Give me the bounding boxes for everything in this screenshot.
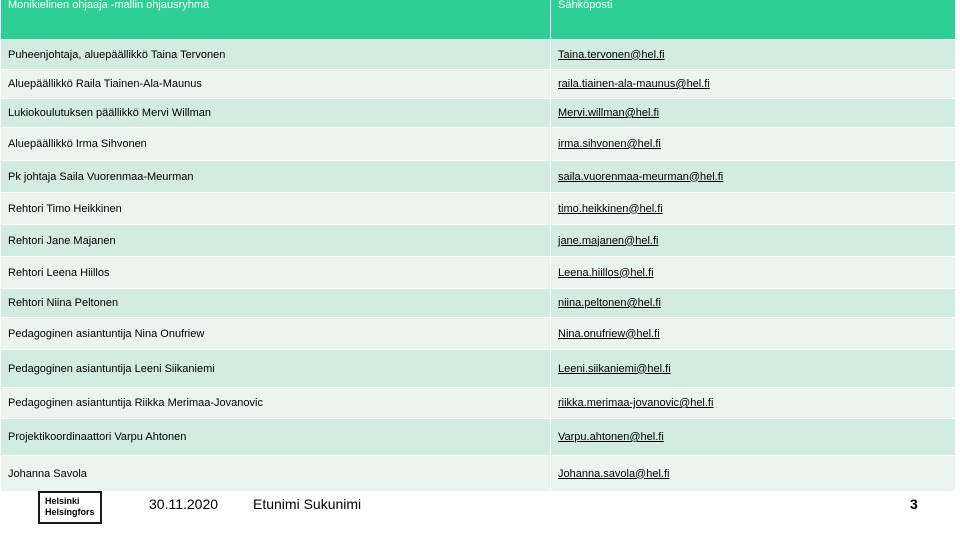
email-link[interactable]: Mervi.willman@hel.fi (558, 107, 660, 119)
table-row (1, 128, 956, 161)
email-cell (551, 257, 956, 289)
email-link[interactable]: raila.tiainen-ala-maunus@hel.fi (558, 78, 710, 90)
email-link[interactable]: Nina.onufriew@hel.fi (558, 327, 660, 340)
member-name-cell: Rehtori Niina Peltonen (1, 289, 551, 318)
table-row (1, 257, 956, 289)
logo-text-line2: Helsingfors (45, 507, 95, 517)
member-name-cell: Johanna Savola (1, 456, 551, 492)
member-name-cell: Rehtori Leena Hiillos (1, 257, 551, 289)
column-header-group: Monikielinen ohjaaja -mallin ohjausryhmä (1, 0, 551, 40)
email-link[interactable]: Leeni.siikaniemi@hel.fi (558, 362, 671, 375)
email-cell (551, 289, 956, 318)
member-name-cell: Pedagoginen asiantuntija Leeni Siikaniemi (1, 350, 551, 388)
email-link[interactable]: Leena.hiillos@hel.fi (558, 266, 654, 279)
table-row (1, 193, 956, 225)
table-row (1, 388, 956, 419)
email-cell (551, 456, 956, 492)
member-name-cell: Projektikoordinaattori Varpu Ahtonen (1, 419, 551, 456)
email-link[interactable]: Johanna.savola@hel.fi (558, 467, 670, 480)
member-name-cell: Pedagoginen asiantuntija Riikka Merimaa-Jovanovic (1, 388, 551, 419)
email-link[interactable]: saila.vuorenmaa-meurman@hel.fi (558, 170, 724, 183)
email-link[interactable]: riikka.merimaa-jovanovic@hel.fi (558, 397, 714, 409)
member-name-cell: Lukiokoulutuksen päällikkö Mervi Willman (1, 99, 551, 128)
table-row (1, 289, 956, 318)
email-cell (551, 40, 956, 70)
email-cell (551, 193, 956, 225)
email-link[interactable]: jane.majanen@hel.fi (558, 234, 659, 247)
table-row (1, 161, 956, 193)
email-cell (551, 388, 956, 419)
table-row (1, 70, 956, 99)
member-name-cell: Puheenjohtaja, aluepäällikkö Taina Tervonen (1, 40, 551, 70)
email-cell (551, 350, 956, 388)
table-row (1, 225, 956, 257)
member-name-cell: Rehtori Jane Majanen (1, 225, 551, 257)
email-cell (551, 419, 956, 456)
footer-author: Etunimi Sukunimi (253, 496, 362, 512)
member-name-cell: Pedagoginen asiantuntija Nina Onufriew (1, 318, 551, 350)
member-name-cell: Aluepäällikkö Raila Tiainen-Ala-Maunus (1, 70, 551, 99)
table-row (1, 456, 956, 492)
table-row (1, 40, 956, 70)
footer-date: 30.11.2020 (149, 496, 219, 512)
email-link[interactable]: timo.heikkinen@hel.fi (558, 202, 663, 215)
table-row (1, 350, 956, 388)
email-cell (551, 99, 956, 128)
logo-text-line1: Helsinki (45, 496, 80, 506)
table-header-row (1, 0, 956, 40)
page-number: 3 (910, 496, 918, 512)
column-header-email: Sähköposti (551, 0, 956, 40)
member-name-cell: Rehtori Timo Heikkinen (1, 193, 551, 225)
table-row (1, 99, 956, 128)
email-cell (551, 128, 956, 161)
email-cell (551, 70, 956, 99)
member-name-cell: Pk johtaja Saila Vuorenmaa-Meurman (1, 161, 551, 193)
email-link[interactable]: irma.sihvonen@hel.fi (558, 138, 661, 150)
helsinki-logo (38, 491, 102, 524)
email-link[interactable]: Varpu.ahtonen@hel.fi (558, 431, 664, 443)
email-link[interactable]: Taina.tervonen@hel.fi (558, 48, 665, 61)
email-cell (551, 161, 956, 193)
email-link[interactable]: niina.peltonen@hel.fi (558, 297, 661, 309)
table-row (1, 419, 956, 456)
table-row (1, 318, 956, 350)
member-name-cell: Aluepäällikkö Irma Sihvonen (1, 128, 551, 161)
email-cell (551, 318, 956, 350)
email-cell (551, 225, 956, 257)
